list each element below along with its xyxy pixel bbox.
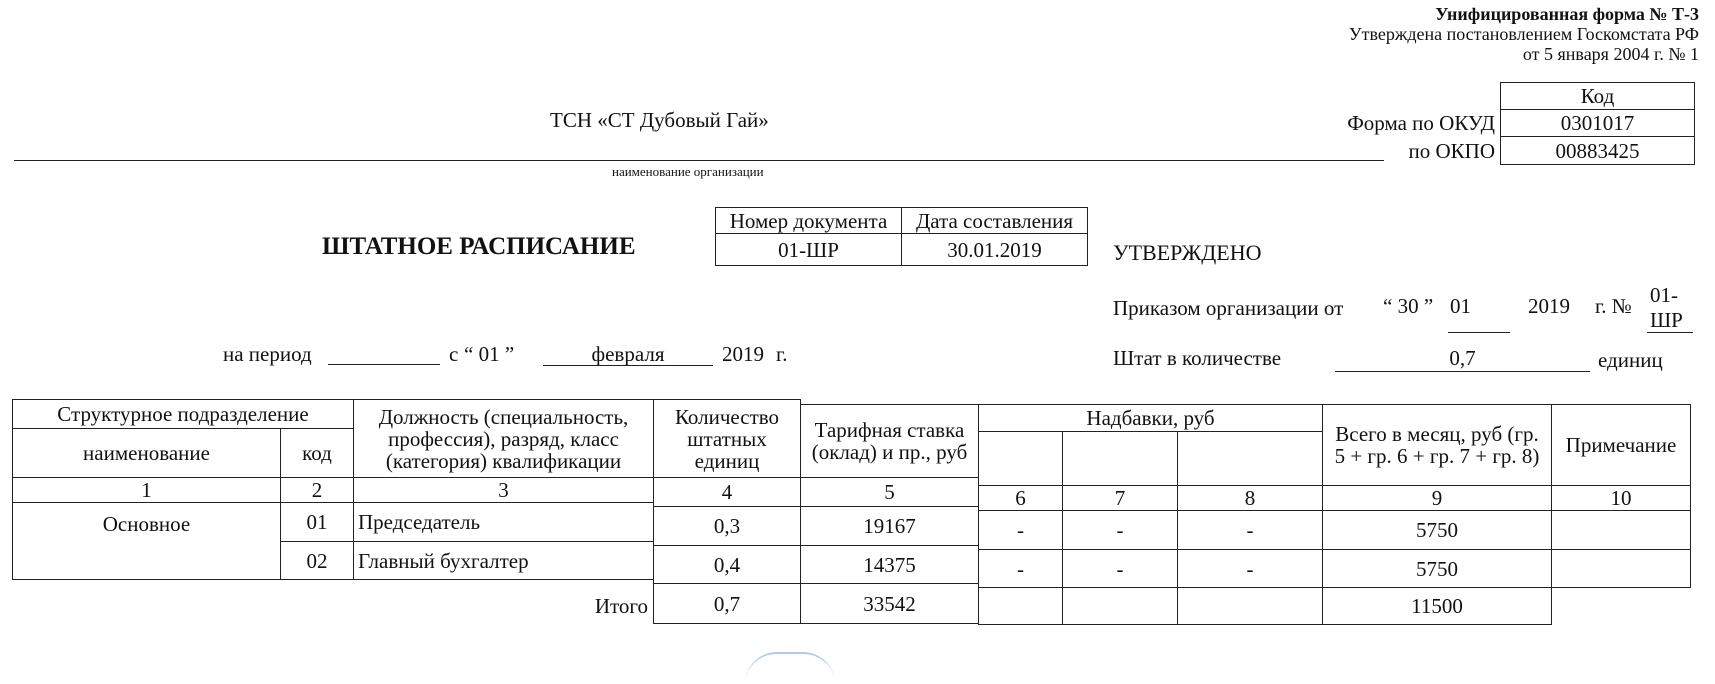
row2-code: 02 [280, 541, 354, 580]
form-approved: Утверждена постановлением Госкомстата РФ [1348, 24, 1699, 44]
org-underline [14, 160, 1384, 161]
col-num-9: 9 [1322, 485, 1552, 511]
row1-bonus8: - [1177, 510, 1323, 550]
order-month: 01 [1450, 294, 1471, 318]
doc-number: 01-ШР [715, 233, 902, 266]
totals-label: Итого [594, 594, 648, 618]
order-number-underline [1647, 332, 1693, 333]
order-month-underline [1448, 332, 1510, 333]
row2-bonus6: - [978, 549, 1063, 588]
th-code: код [280, 428, 354, 478]
totals-rate: 33542 [800, 583, 979, 624]
form-title: Унифицированная форма № Т-3 [1435, 4, 1699, 24]
row2-rate: 14375 [800, 545, 979, 584]
th-bonus-8 [1177, 431, 1323, 486]
row2-bonus8: - [1177, 549, 1323, 588]
org-name: ТСН «СТ Дубовый Гай» [550, 108, 769, 132]
th-bonus: Надбавки, руб [978, 404, 1323, 432]
th-count: Количество штатных единиц [653, 399, 801, 478]
staff-underline [1335, 371, 1590, 372]
period-month: февраля [591, 342, 665, 366]
okud-value: 0301017 [1500, 109, 1695, 137]
row2-count: 0,4 [653, 545, 801, 584]
th-name: наименование [12, 428, 281, 478]
row1-position: Председатель [353, 502, 654, 542]
totals-count: 0,7 [653, 583, 801, 624]
totals-bonus6 [978, 587, 1063, 625]
col-num-1: 1 [12, 477, 281, 503]
code-header: Код [1500, 82, 1695, 110]
row1-code: 01 [280, 502, 354, 542]
row1-division: Основное [12, 502, 281, 580]
th-bonus-6 [978, 431, 1063, 486]
order-g: г. № [1595, 294, 1632, 318]
row2-position: Главный бухгалтер [353, 541, 654, 580]
order-label: Приказом организации от [1113, 296, 1344, 320]
okpo-value: 00883425 [1500, 136, 1695, 165]
row1-total: 5750 [1322, 510, 1552, 550]
col-num-5: 5 [800, 477, 979, 507]
staff-label: Штат в количестве [1113, 346, 1282, 370]
order-number-bottom: ШР [1650, 308, 1683, 332]
staff-unit: единиц [1598, 348, 1663, 372]
col-num-4: 4 [653, 477, 801, 507]
order-year: 2019 [1528, 294, 1570, 318]
th-rate: Тарифная ставка (оклад) и пр., руб [800, 404, 979, 478]
row2-bonus7: - [1062, 549, 1178, 588]
row1-rate: 19167 [800, 506, 979, 546]
order-number-top: 01- [1650, 283, 1678, 307]
doc-date-header: Дата составления [901, 207, 1088, 234]
period-month-underline [543, 365, 713, 366]
staff-value: 0,7 [1449, 346, 1476, 370]
th-total: Всего в месяц, руб (гр. 5 + гр. 6 + гр. 7 + гр. 8) [1322, 404, 1552, 486]
th-position: Должность (специальность, профессия), разряд, класс (категория) квалификации [353, 399, 654, 478]
form-date: от 5 января 2004 г. № 1 [1522, 44, 1699, 64]
col-num-6: 6 [978, 485, 1063, 511]
period-from: с [449, 342, 459, 366]
row1-bonus7: - [1062, 510, 1178, 550]
col-num-2: 2 [280, 477, 354, 503]
th-bonus-7 [1062, 431, 1178, 486]
period-day: “ 01 ” [464, 342, 515, 366]
doc-date: 30.01.2019 [901, 233, 1088, 266]
period-year: 2019 [722, 342, 764, 366]
totals-total: 11500 [1322, 587, 1552, 625]
stamp-mark [745, 652, 835, 684]
doc-number-header: Номер документа [715, 207, 902, 234]
period-g: г. [776, 342, 788, 366]
approved-label: УТВЕРЖДЕНО [1113, 240, 1262, 265]
org-name-caption: наименование организации [612, 164, 764, 179]
th-note: Примечание [1551, 404, 1691, 486]
order-day: “ 30 ” [1383, 294, 1434, 318]
row1-bonus6: - [978, 510, 1063, 550]
totals-bonus8 [1177, 587, 1323, 625]
col-num-7: 7 [1062, 485, 1178, 511]
row1-note [1551, 510, 1691, 550]
row1-count: 0,3 [653, 506, 801, 546]
period-blank-underline [328, 364, 440, 365]
period-label: на период [223, 342, 312, 366]
okud-label: Форма по ОКУД [1347, 111, 1495, 135]
okpo-label: по ОКПО [1408, 139, 1495, 163]
col-num-3: 3 [353, 477, 654, 503]
document-title: ШТАТНОЕ РАСПИСАНИЕ [322, 233, 636, 260]
th-struct: Структурное подразделение [12, 399, 354, 429]
row2-note [1551, 549, 1691, 588]
col-num-10: 10 [1551, 485, 1691, 511]
col-num-8: 8 [1177, 485, 1323, 511]
totals-bonus7 [1062, 587, 1178, 625]
row2-total: 5750 [1322, 549, 1552, 588]
